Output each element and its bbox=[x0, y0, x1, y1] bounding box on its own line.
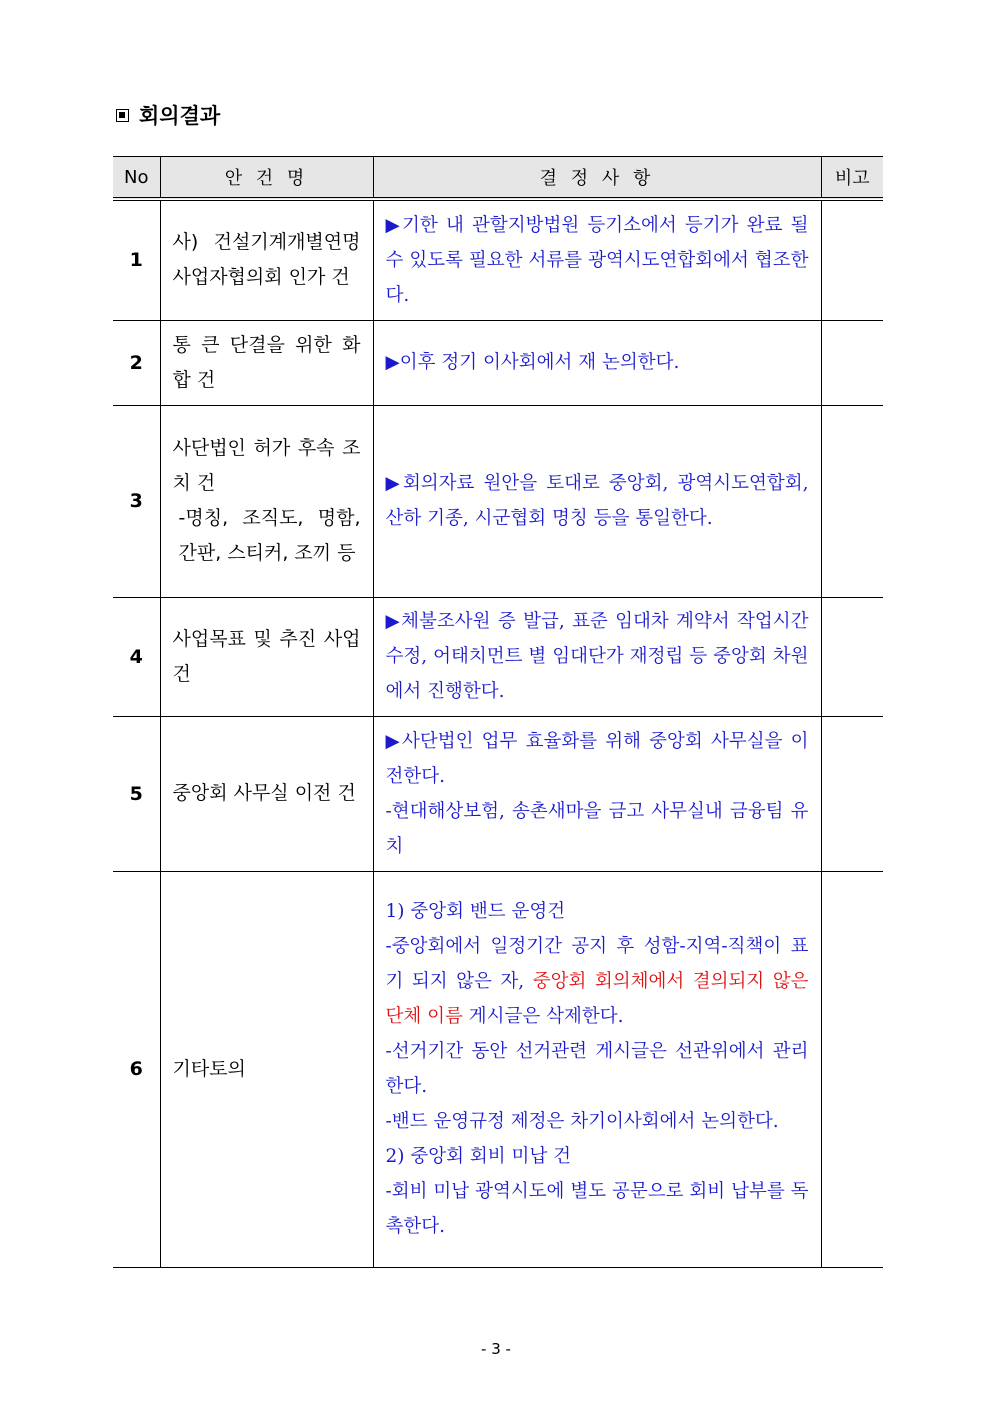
header-decision: 결 정 사 항 bbox=[373, 157, 821, 200]
note-cell bbox=[821, 405, 883, 597]
note-cell bbox=[821, 320, 883, 405]
agenda-title-main: 사단법인 허가 후속 조치 건 bbox=[172, 437, 361, 494]
decision-subitem bbox=[386, 929, 809, 1034]
table-header-row bbox=[113, 157, 883, 200]
note-cell bbox=[821, 871, 883, 1267]
decision-text: ▶체불조사원 증 발급, 표준 임대차 계약서 작업시간 수정, 어태치먼트 별 임대단가 재정립 등 중앙회 차원에서 진행한다. bbox=[373, 597, 821, 716]
table-row bbox=[113, 597, 883, 716]
agenda-title: 사업목표 및 추진 사업 건 bbox=[160, 597, 373, 716]
agenda-title: 중앙회 사무실 이전 건 bbox=[160, 716, 373, 871]
note-cell bbox=[821, 199, 883, 320]
highlighted-text: 중앙회 회의체에서 결의되지 않은 단체 이름 bbox=[385, 971, 809, 1027]
meeting-results-table bbox=[113, 156, 883, 1268]
decision-subitem: -밴드 운영규정 제정은 차기이사회에서 논의한다. bbox=[385, 1111, 779, 1132]
header-agenda: 안 건 명 bbox=[160, 157, 373, 200]
note-cell bbox=[821, 597, 883, 716]
decision-heading-dues: 2) 중앙회 회비 미납 건 bbox=[385, 1146, 571, 1167]
agenda-title: 통 큰 단결을 위한 화합 건 bbox=[160, 320, 373, 405]
decision-subitem: -회비 미납 광역시도에 별도 공문으로 회비 납부를 독촉한다. bbox=[385, 1181, 809, 1237]
header-no: No bbox=[113, 157, 160, 200]
decision-text: ▶기한 내 관할지방법원 등기소에서 등기가 완료 될 수 있도록 필요한 서류를 광역시도연합회에서 협조한다. bbox=[373, 199, 821, 320]
row-number: 6 bbox=[113, 871, 160, 1267]
agenda-title bbox=[160, 405, 373, 597]
section-title: 회의결과 bbox=[139, 104, 221, 128]
decision-subitem-text: 게시글은 삭제한다. bbox=[462, 1006, 624, 1027]
note-cell bbox=[821, 716, 883, 871]
decision-subitem: -현대해상보험, 송촌새마을 금고 사무실내 금융팀 유치 bbox=[385, 800, 809, 857]
decision-subitem: -선거기간 동안 선거관련 게시글은 선관위에서 관리한다. bbox=[385, 1041, 809, 1097]
page-number: - 3 - bbox=[481, 1340, 511, 1358]
header-note: 비고 bbox=[821, 157, 883, 200]
decision-cell bbox=[373, 716, 821, 871]
decision-heading-band: 1) 중앙회 밴드 운영건 bbox=[385, 901, 566, 922]
decision-text: ▶회의자료 원안을 토대로 중앙회, 광역시도연합회, 산하 기종, 시군협회 명칭 등을 통일한다. bbox=[373, 405, 821, 597]
row-number: 4 bbox=[113, 597, 160, 716]
decision-text: ▶이후 정기 이사회에서 재 논의한다. bbox=[373, 320, 821, 405]
section-heading bbox=[116, 100, 220, 130]
agenda-title-sub: -명칭, 조직도, 명함, 간판, 스티커, 조끼 등 bbox=[178, 507, 361, 564]
table-row bbox=[113, 405, 883, 597]
table-row bbox=[113, 871, 883, 1267]
decision-text: ▶사단법인 업무 효율화를 위해 중앙회 사무실을 이전한다. bbox=[385, 730, 809, 787]
square-bullet-icon bbox=[116, 109, 129, 122]
decision-cell bbox=[373, 871, 821, 1267]
row-number: 5 bbox=[113, 716, 160, 871]
table-row bbox=[113, 716, 883, 871]
table-row bbox=[113, 199, 883, 320]
row-number: 3 bbox=[113, 405, 160, 597]
agenda-title: 사) 건설기계개별연명사업자협의회 인가 건 bbox=[160, 199, 373, 320]
row-number: 1 bbox=[113, 199, 160, 320]
table-row bbox=[113, 320, 883, 405]
decision-subitem-text: -중앙회에서 일정기간 공지 후 성함-지역-직책이 표기 되지 않은 자, bbox=[385, 936, 809, 992]
row-number: 2 bbox=[113, 320, 160, 405]
agenda-title: 기타토의 bbox=[160, 871, 373, 1267]
